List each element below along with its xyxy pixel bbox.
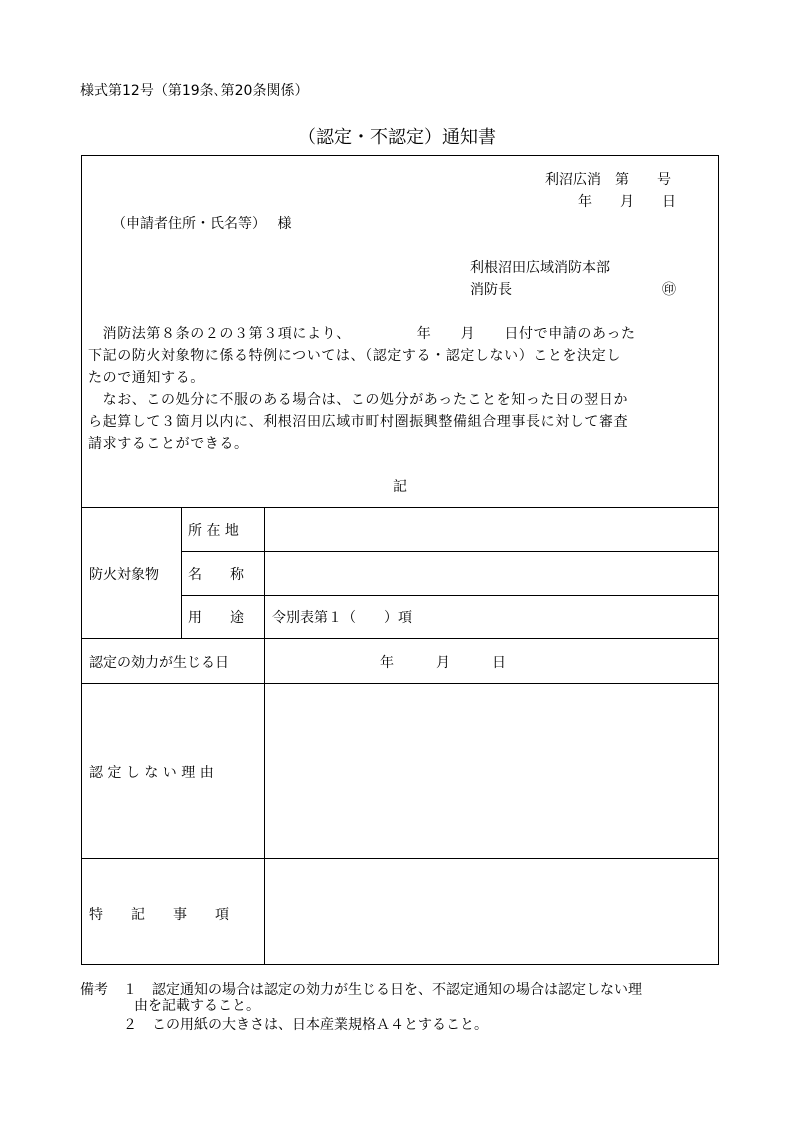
effective-date-label: 認定の効力が生じる日 <box>89 655 229 671</box>
column-divider-1 <box>181 507 182 638</box>
row-divider-1 <box>181 551 719 552</box>
note-1-number: １ <box>123 982 137 998</box>
note-1-line-2: 由を記載すること。 <box>134 998 260 1014</box>
location-label: 所 在 地 <box>188 523 239 539</box>
notes-prefix: 備考 <box>80 982 108 998</box>
note-2-text: この用紙の大きさは、日本産業規格Ａ４とすること。 <box>152 1017 488 1033</box>
special-remarks-label: 特 記 事 項 <box>89 907 229 923</box>
issuer-title: 消防長 <box>470 282 512 298</box>
row-divider-3 <box>81 638 719 639</box>
document-title: （認定・不認定）通知書 <box>298 127 496 148</box>
ki-heading: 記 <box>393 479 407 495</box>
body-line-1: 消防法第８条の２の３第３項により、 年 月 日付で申請のあった <box>88 326 636 342</box>
issuer-organization: 利根沼田広域消防本部 <box>470 260 610 276</box>
use-value: 令別表第１（ ）項 <box>272 610 412 626</box>
target-object-label: 防火対象物 <box>89 567 159 583</box>
document-number: 利沼広消 第 号 <box>545 172 671 188</box>
table-top-line <box>81 507 719 508</box>
body-line-6: 請求することができる。 <box>88 436 249 452</box>
issue-date: 年 月 日 <box>578 194 676 210</box>
rejection-reason-label: 認 定 し な い 理 由 <box>89 765 214 781</box>
body-line-2: 下記の防火対象物に係る特例については、（認定する・認定しない）ことを決定し <box>88 348 621 364</box>
row-divider-5 <box>81 858 719 859</box>
body-line-5: ら起算して３箇月以内に、利根沼田広域市町村圏振興整備組合理事長に対して審査 <box>88 414 629 430</box>
body-line-4: なお、この処分に不服のある場合は、この処分があったことを知った日の翌日か <box>88 392 629 408</box>
row-divider-2 <box>181 595 719 596</box>
body-line-3: たので通知する。 <box>88 370 205 386</box>
form-frame <box>81 155 719 965</box>
name-label: 名 称 <box>188 567 244 583</box>
row-divider-4 <box>81 683 719 684</box>
note-1-line-1: 認定通知の場合は認定の効力が生じる日を、不認定通知の場合は認定しない理 <box>152 982 642 998</box>
seal-mark: ㊞ <box>662 282 676 298</box>
recipient-line: （申請者住所・氏名等） 様 <box>112 216 292 232</box>
column-divider-2 <box>264 507 265 965</box>
form-number: 様式第12号（第19条､第20条関係） <box>80 83 309 99</box>
effective-date-value: 年 月 日 <box>380 655 506 671</box>
note-2-number: ２ <box>123 1017 137 1033</box>
use-label: 用 途 <box>188 610 244 626</box>
